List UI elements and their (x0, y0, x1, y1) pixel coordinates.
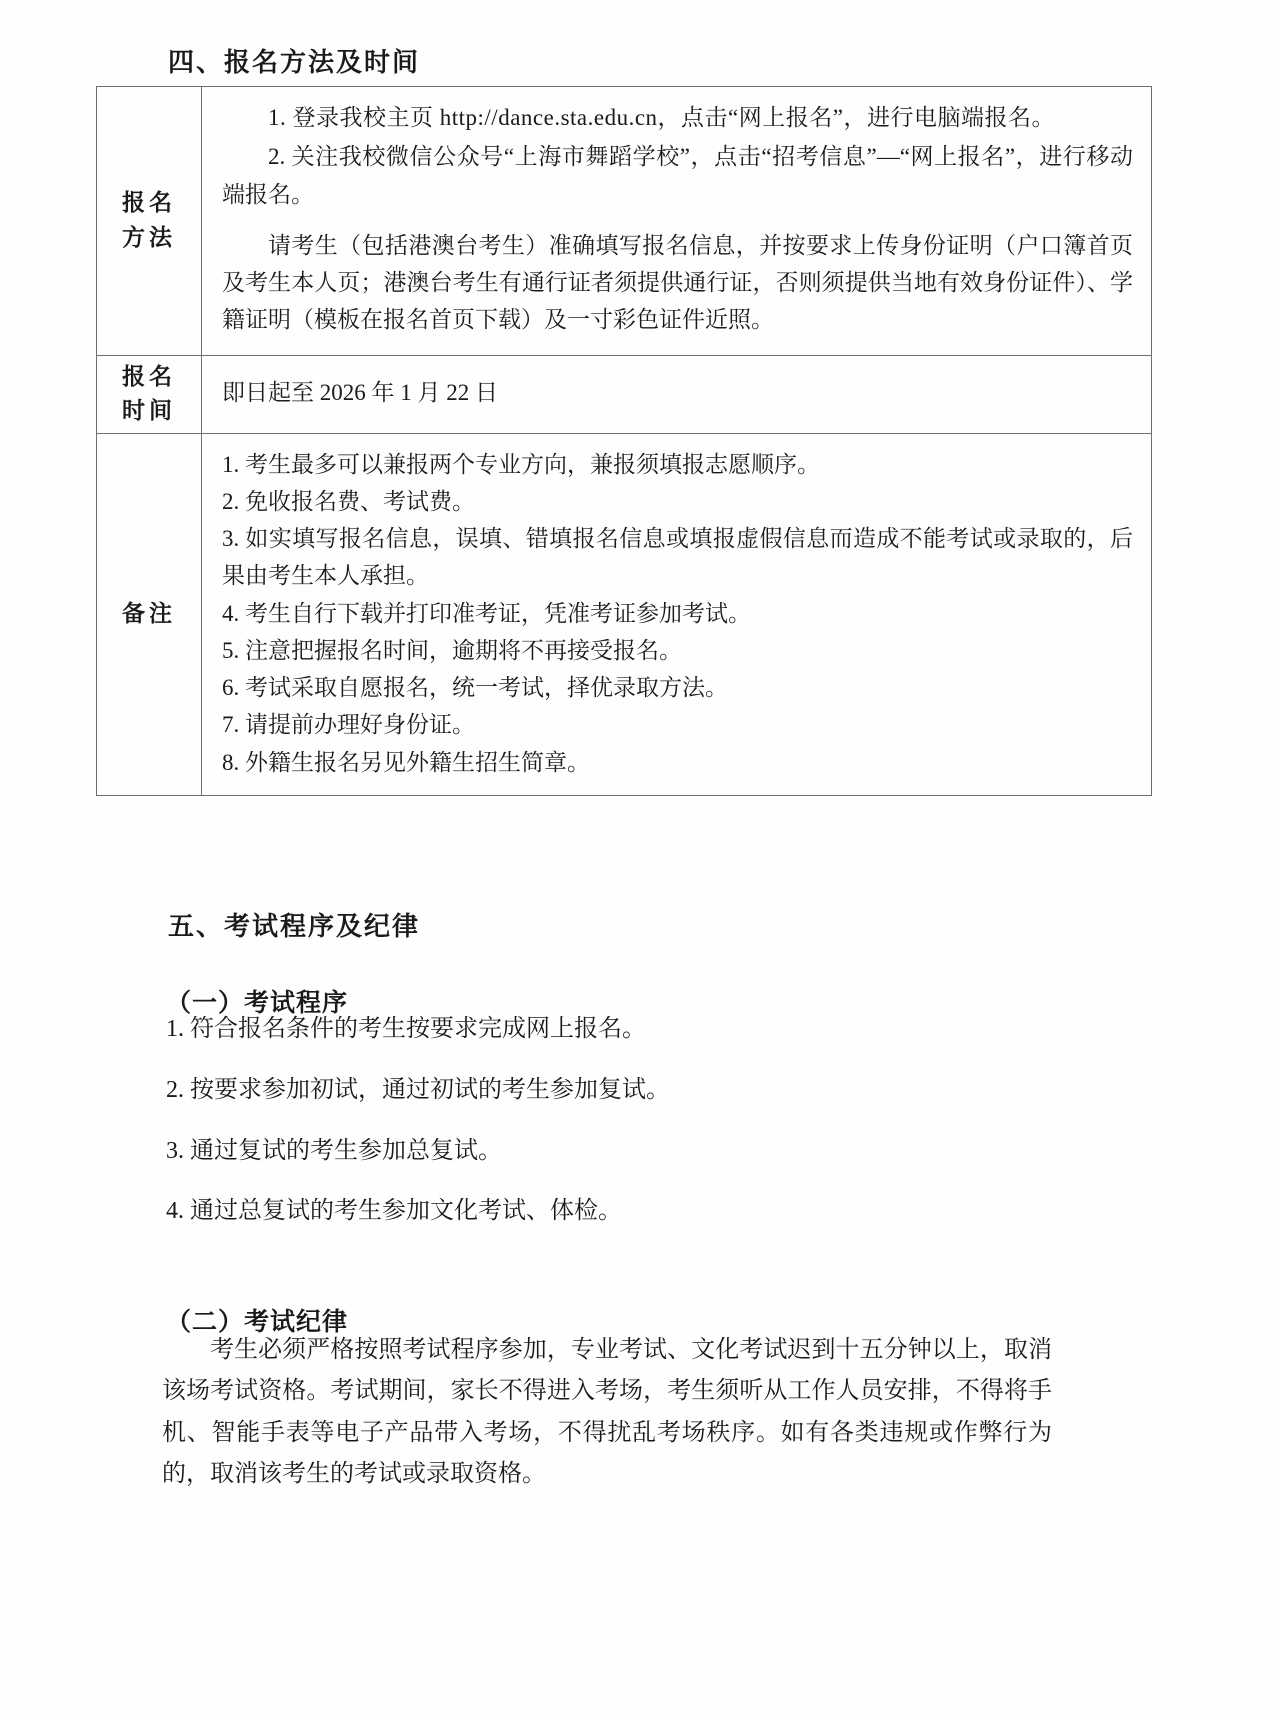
table-row-registration-method (97, 87, 1152, 356)
label-line: 报名 (122, 190, 176, 216)
method-paragraph-2: 2. 关注我校微信公众号“上海市舞蹈学校”，点击“招考信息”—“网上报名”，进行移动端报名。 (222, 144, 1133, 207)
procedure-item: 4. 通过总复试的考生参加文化考试、体检。 (166, 1198, 622, 1225)
exam-procedure-list (166, 1012, 1066, 1255)
table-row-remarks (97, 433, 1152, 795)
method-paragraph-1: 1. 登录我校主页 http://dance.sta.edu.cn，点击“网上报名”，进行电脑端报名。 (268, 105, 1055, 130)
label-line: 备注 (122, 600, 176, 626)
procedure-item: 3. 通过复试的考生参加总复试。 (166, 1137, 502, 1164)
row-label-registration-method (97, 87, 202, 356)
section-heading-four: 四、报名方法及时间 (168, 48, 421, 77)
row-content-registration-time: 即日起至 2026 年 1 月 22 日 (202, 355, 1152, 433)
remark-item: 6. 考试采取自愿报名，统一考试，择优录取方法。 (222, 675, 728, 700)
method-paragraph-3: 请考生（包括港澳台考生）准确填写报名信息，并按要求上传身份证明（户口簿首页及考生本人页；港澳台考生有通行证者须提供通行证，否则须提供当地有效身份证件）、学籍证明（模板在报名首页下载）及一寸彩色证件近照。 (222, 232, 1133, 333)
remark-item: 8. 外籍生报名另见外籍生招生简章。 (222, 749, 590, 775)
row-content-registration-method (202, 87, 1152, 356)
label-line: 报名 (122, 363, 176, 389)
remark-item: 1. 考生最多可以兼报两个专业方向，兼报须填报志愿顺序。 (222, 451, 820, 477)
discipline-paragraph: 考生必须严格按照考试程序参加，专业考试、文化考试迟到十五分钟以上，取消该场考试资格。考试期间，家长不得进入考场，考生须听从工作人员安排，不得将手机、智能手表等电子产品带入考场，不得扰乱考场秩序。如有各类违规或作弊行为的，取消该考生的考试或录取资格。 (162, 1337, 1052, 1487)
procedure-item: 1. 符合报名条件的考生按要求完成网上报名。 (166, 1016, 646, 1042)
row-label-registration-time (97, 355, 202, 433)
remark-item: 5. 注意把握报名时间，逾期将不再接受报名。 (222, 637, 682, 663)
remark-item: 4. 考生自行下载并打印准考证，凭准考证参加考试。 (222, 600, 751, 626)
remark-item: 7. 请提前办理好身份证。 (222, 712, 475, 738)
remark-item: 2. 免收报名费、考试费。 (222, 488, 475, 514)
sub-heading-exam-discipline: （二）考试纪律 (166, 1309, 349, 1336)
label-line: 方法 (122, 224, 176, 250)
row-label-remarks (97, 433, 202, 795)
remark-item: 3. 如实填写报名信息，误填、错填报名信息或填报虚假信息而造成不能考试或录取的，后果由考生本人承担。 (222, 526, 1133, 589)
sub-heading-exam-procedure: （一）考试程序 (166, 990, 349, 1017)
procedure-item: 2. 按要求参加初试，通过初试的考生参加复试。 (166, 1076, 670, 1103)
section-heading-five: 五、考试程序及纪律 (168, 912, 421, 941)
row-content-remarks (202, 433, 1152, 795)
label-line: 时间 (122, 398, 176, 423)
table-row-registration-time (97, 355, 1152, 433)
registration-table (96, 86, 1152, 796)
